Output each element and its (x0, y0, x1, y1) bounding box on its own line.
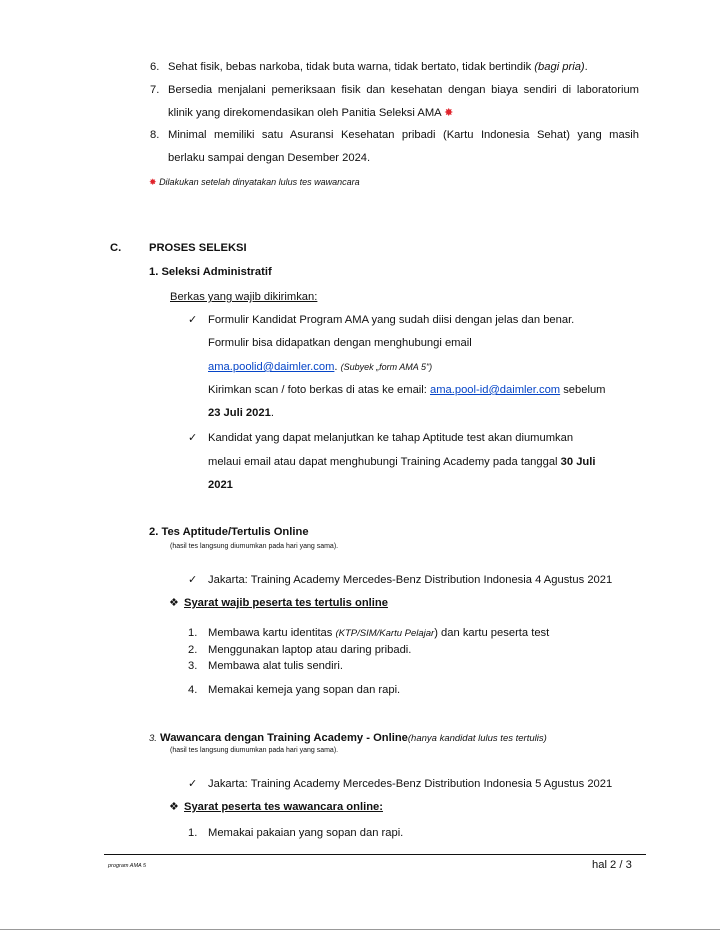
page-edge (0, 929, 720, 930)
check-icon: ✓ (188, 778, 198, 790)
email-link-1[interactable]: ama.poolid@daimler.com (208, 361, 335, 373)
check-icon: ✓ (188, 432, 198, 444)
step1-subheading: Berkas yang wajib dikirimkan: (170, 291, 318, 303)
step3-requirement: Memakai pakaian yang sopan dan rapi. (208, 827, 404, 839)
list-number: 1. (188, 627, 198, 639)
send-line: Kirimkan scan / foto berkas di atas ke email: ama.pool-id@daimler.com sebelum (208, 384, 606, 396)
step3-location: Jakarta: Training Academy Mercedes-Benz Distribution Indonesia 5 Agustus 2021 (208, 778, 613, 790)
footer-divider (104, 854, 646, 855)
requirement-8-line1: Minimal memiliki satu Asuransi Kesehatan pribadi (Kartu Indonesia Sehat) yang masih (168, 129, 639, 141)
check-icon: ✓ (188, 314, 198, 326)
diamond-icon: ❖ (169, 597, 180, 609)
check2-line2: melaui email atau dapat menghubungi Training Academy pada tanggal 30 Juli (208, 456, 596, 468)
list-number: 7. (150, 84, 160, 96)
list-number: 6. (150, 61, 160, 73)
deadline-line: 23 Juli 2021. (208, 407, 274, 419)
list-number: 1. (188, 827, 198, 839)
requirement-6: Sehat fisik, bebas narkoba, tidak buta warna, tidak bertato, tidak bertindik (bagi pria). (168, 61, 588, 73)
step2-requirement: Membawa alat tulis sendiri. (208, 660, 343, 672)
page-number: hal 2 / 3 (592, 859, 632, 871)
diamond-icon: ❖ (169, 801, 180, 813)
check-icon: ✓ (188, 574, 198, 586)
asterisk-icon: ✸ (149, 177, 157, 187)
step2-requirements-title: Syarat wajib peserta tes tertulis online (184, 597, 388, 609)
step2-title: 2. Tes Aptitude/Tertulis Online (149, 526, 309, 538)
step2-requirement: Memakai kemeja yang sopan dan rapi. (208, 684, 401, 696)
step2-requirement: Menggunakan laptop atau daring pribadi. (208, 644, 412, 656)
check2-line1: Kandidat yang dapat melanjutkan ke tahap Aptitude test akan diumumkan (208, 432, 574, 444)
step3-note: (hasil tes langsung diumumkan pada hari yang sama). (170, 747, 339, 754)
list-number: 2. (188, 644, 198, 656)
list-number: 8. (150, 129, 160, 141)
list-number: 3. (188, 660, 198, 672)
step3-title: 3. Wawancara dengan Training Academy - Online(hanya kandidat lulus tes tertulis) (149, 732, 547, 744)
section-letter: C. (110, 242, 122, 254)
list-number: 4. (188, 684, 198, 696)
step2-location: Jakarta: Training Academy Mercedes-Benz Distribution Indonesia 4 Agustus 2021 (208, 574, 613, 586)
email-line: ama.poolid@daimler.com. (Subyek „form AMA 5") (208, 361, 433, 373)
email-link-2[interactable]: ama.pool-id@daimler.com (429, 384, 561, 396)
footer-left: program AMA 5 (108, 863, 147, 869)
check2-year: 2021 (208, 479, 233, 491)
asterisk-icon: ✸ (444, 107, 454, 119)
check1-line2: Formulir bisa didapatkan dengan menghubungi email (208, 337, 472, 349)
step2-note: (hasil tes langsung diumumkan pada hari yang sama). (170, 543, 339, 550)
requirement-8-line2: berlaku sampai dengan Desember 2024. (168, 152, 371, 164)
requirement-7-line2: klinik yang direkomendasikan oleh Panitia Seleksi AMA ✸ (168, 107, 454, 119)
requirement-7-line1: Bersedia menjalani pemeriksaan fisik dan kesehatan dengan biaya sendiri di laboratorium (168, 84, 639, 96)
step3-requirements-title: Syarat peserta tes wawancara online: (184, 801, 383, 813)
step2-requirement: Membawa kartu identitas (KTP/SIM/Kartu Pelajar) dan kartu peserta test (208, 627, 550, 639)
check1-line1: Formulir Kandidat Program AMA yang sudah diisi dengan jelas dan benar. (208, 314, 575, 326)
footnote: ✸ Dilakukan setelah dinyatakan lulus tes wawancara (149, 177, 360, 187)
section-title: PROSES SELEKSI (149, 242, 247, 254)
step1-title: 1. Seleksi Administratif (149, 266, 272, 278)
